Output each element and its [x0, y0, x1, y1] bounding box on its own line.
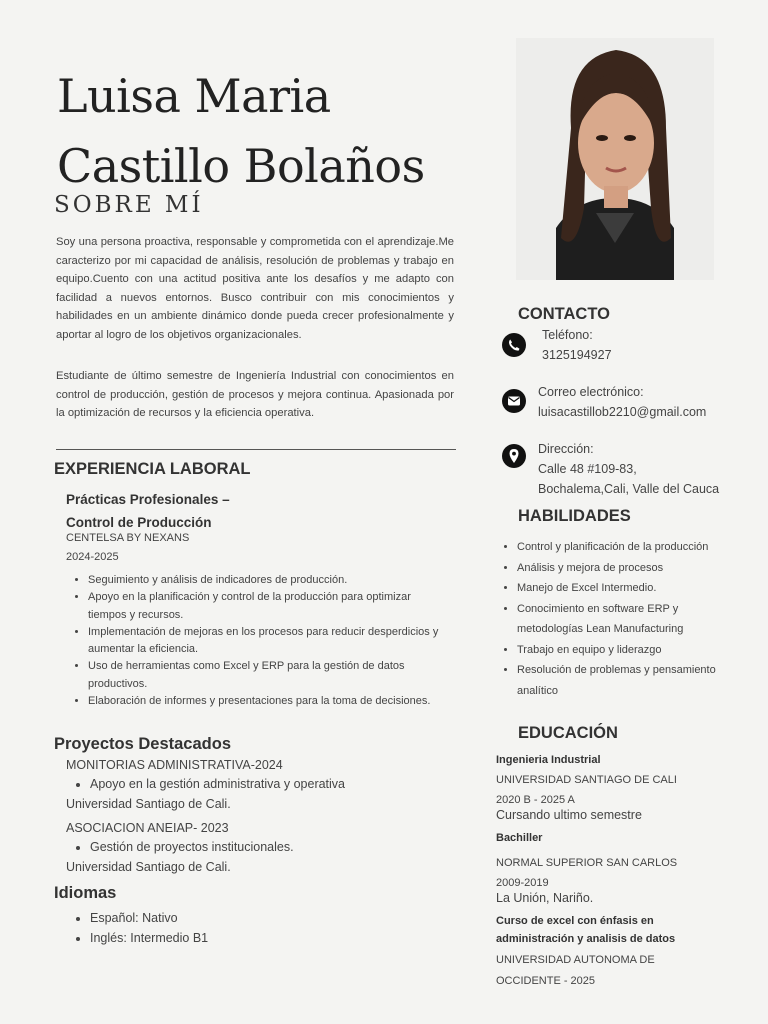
skill-item: • Control y planificación de la producción — [517, 537, 742, 558]
project-2-bullets — [68, 837, 470, 857]
projects-title: Proyectos Destacados — [54, 735, 231, 753]
languages-list — [68, 908, 390, 948]
portrait-illustration — [516, 38, 714, 280]
languages-title: Idiomas — [54, 884, 117, 902]
skills-title: HABILIDADES — [518, 507, 631, 525]
language-item: • Inglés: Intermedio B1 — [90, 928, 390, 948]
profile-photo — [516, 38, 714, 280]
contact-title: CONTACTO — [518, 305, 610, 323]
job-bullet: • Seguimiento y análisis de indicadores de producción. — [88, 572, 448, 589]
job-period: 2024-2025 — [66, 551, 119, 563]
education-title: EDUCACIÓN — [518, 724, 618, 742]
address-line-2: Bochalema,Cali, Valle del Cauca — [538, 482, 720, 496]
edu-3-degree-line-1: Curso de excel con énfasis en — [496, 915, 654, 927]
email-icon — [502, 389, 526, 413]
edu-2-degree: Bachiller — [496, 832, 543, 844]
full-name — [57, 62, 425, 202]
skill-item: • Conocimiento en software ERP y metodologías Lean Manufacturing — [517, 599, 742, 640]
job-bullet: • Uso de herramientas como Excel y ERP para la gestión de datos productivos. — [88, 658, 448, 693]
skill-item: • Trabajo en equipo y liderazgo — [517, 640, 742, 661]
job-bullet: • Elaboración de informes y presentaciones para la toma de decisiones. — [88, 693, 448, 710]
skill-item: • Análisis y mejora de procesos — [517, 558, 742, 579]
experience-title: EXPERIENCIA LABORAL — [54, 460, 251, 478]
about-paragraph-1: Soy una persona proactiva, responsable y comprometida con el aprendizaje.Me caracterizo por mi capacidad de análisis, resolución de problemas y trabajo en equipo.Cuento con una actitud positiva ante los desafíos y me adapto con facilidad a nuevos entornos. Busco contribuir con mis conocimientos y habilidades en un ambiente dinámico donde pueda crecer profesionalmente y aportar al logro de los objetivos organizacionales. — [56, 236, 454, 341]
edu-1-status: Cursando ultimo semestre — [496, 808, 642, 822]
edu-1-degree: Ingenieria Industrial — [496, 754, 601, 766]
project-1-bullet: • Apoyo en la gestión administrativa y operativa — [90, 774, 470, 794]
edu-3-degree-line-2: administración y analisis de datos — [496, 933, 676, 945]
location-icon — [502, 444, 526, 468]
name-line-2: Castillo Bolaños — [57, 138, 425, 193]
job-bullets — [66, 572, 448, 710]
skills-list — [497, 537, 742, 701]
edu-1-period: 2020 B - 2025 A — [496, 794, 575, 806]
job-bullet: • Implementación de mejoras en los procesos para reducir desperdicios y aumentar la eficiencia. — [88, 624, 448, 659]
edu-2-place: La Unión, Nariño. — [496, 891, 594, 905]
project-2-title: ASOCIACION ANEIAP- 2023 — [66, 821, 229, 835]
project-1-place: Universidad Santiago de Cali. — [66, 797, 231, 811]
language-item: • Español: Nativo — [90, 908, 390, 928]
job-company: CENTELSA BY NEXANS — [66, 532, 190, 544]
phone-label: Teléfono: — [542, 328, 593, 342]
project-2-bullet: • Gestión de proyectos institucionales. — [90, 837, 470, 857]
job-title-line-2: Control de Producción — [66, 515, 212, 530]
job-bullet: • Apoyo en la planificación y control de la producción para optimizar tiempos y recursos. — [88, 589, 448, 624]
email-value[interactable]: luisacastillob2210@gmail.com — [538, 405, 707, 419]
address-label: Dirección: — [538, 442, 594, 456]
phone-value: 3125194927 — [542, 348, 612, 362]
skill-item: • Resolución de problemas y pensamiento analítico — [517, 660, 742, 701]
skill-item: • Manejo de Excel Intermedio. — [517, 578, 742, 599]
about-paragraph-2: Estudiante de último semestre de Ingeniería Industrial con conocimientos en control de producción, gestión de procesos y mejora continua. Apasionada por la optimización de recursos y la eficiencia operativa. — [56, 370, 454, 419]
edu-3-school-line-1: UNIVERSIDAD AUTONOMA DE — [496, 954, 655, 966]
phone-icon — [502, 333, 526, 357]
address-line-1: Calle 48 #109-83, — [538, 462, 637, 476]
job-title-line-1: Prácticas Profesionales – — [66, 492, 230, 507]
email-label: Correo electrónico: — [538, 385, 644, 399]
edu-2-period: 2009-2019 — [496, 877, 549, 889]
edu-2-school: NORMAL SUPERIOR SAN CARLOS — [496, 857, 678, 869]
project-1-bullets — [68, 774, 470, 794]
about-title: SOBRE MÍ — [54, 192, 204, 218]
edu-3-school-line-2: OCCIDENTE - 2025 — [496, 975, 596, 987]
name-line-1: Luisa Maria — [57, 69, 331, 123]
section-divider — [56, 449, 456, 450]
project-2-place: Universidad Santiago de Cali. — [66, 860, 231, 874]
job-title — [66, 488, 230, 534]
project-1-title: MONITORIAS ADMINISTRATIVA-2024 — [66, 758, 283, 772]
edu-1-school: UNIVERSIDAD SANTIAGO DE CALI — [496, 774, 677, 786]
